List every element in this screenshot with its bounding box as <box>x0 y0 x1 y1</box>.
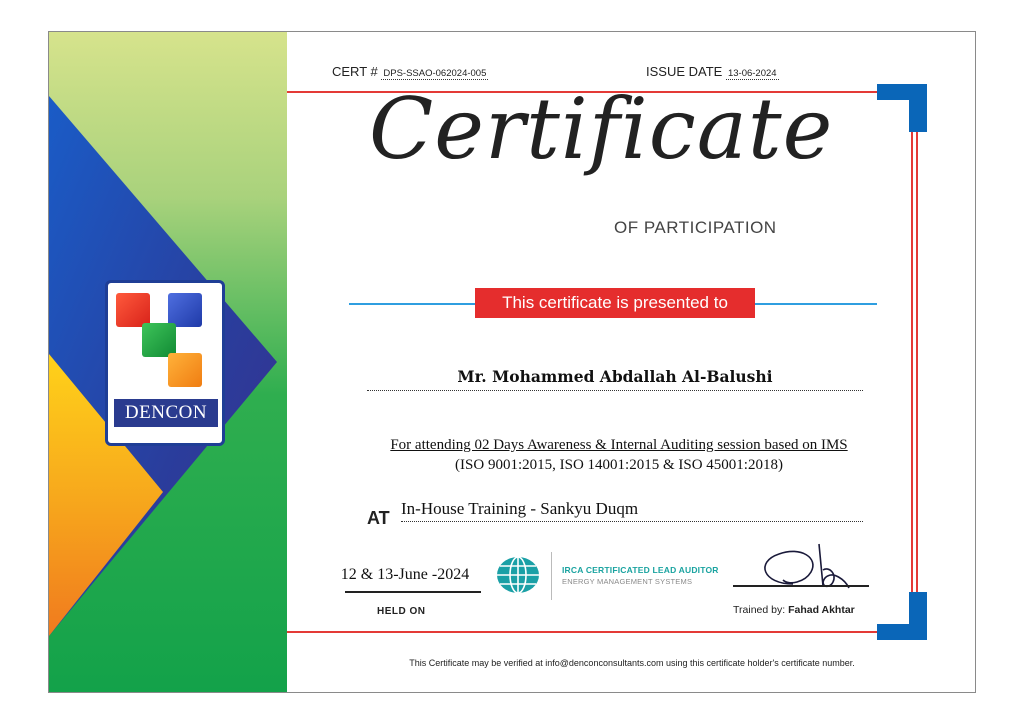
trainer-signature <box>749 540 867 596</box>
presented-rule-right <box>751 303 877 305</box>
bottom-border-line <box>287 631 883 633</box>
verification-footer: This Certificate may be verified at info@denconconsultants.com using this certificate holder's certificate number. <box>409 658 855 668</box>
logo-wordmark: DENCON <box>114 399 218 427</box>
issue-date <box>646 64 779 79</box>
irca-globe-icon <box>495 555 541 595</box>
logo-cube-red <box>116 293 150 327</box>
venue-label: AT <box>367 508 390 528</box>
certificate-number <box>332 64 488 79</box>
trained-by <box>733 604 855 616</box>
venue-value: In-House Training - Sankyu Duqm <box>401 499 863 522</box>
trainer-name: Fahad Akhtar <box>788 604 855 616</box>
certificate-frame <box>48 31 976 693</box>
cert-number-label: CERT # <box>332 64 378 79</box>
signature-rule <box>733 585 869 587</box>
irca-subtitle: ENERGY MANAGEMENT SYSTEMS <box>562 577 693 586</box>
held-date: 12 & 13-June -2024 <box>340 566 470 583</box>
logo-cube-blue <box>168 293 202 327</box>
bottom-right-bracket-vertical <box>909 592 927 640</box>
top-right-bracket-vertical <box>909 84 927 132</box>
dencon-logo <box>105 280 225 446</box>
held-on-label: HELD ON <box>377 606 426 617</box>
logo-cube-green <box>142 323 176 357</box>
presented-rule-left <box>349 303 479 305</box>
right-border-line <box>911 130 913 600</box>
course-description: For attending 02 Days Awareness & Internal Auditing session based on IMS <box>390 437 848 453</box>
right-border-line-inner <box>916 130 918 600</box>
held-date-rule <box>345 591 481 593</box>
logo-cube-orange <box>168 353 202 387</box>
certificate-subtitle: OF PARTICIPATION <box>614 218 777 237</box>
certificate-title: Certificate <box>369 80 834 178</box>
issue-date-value: 13-06-2024 <box>727 68 777 79</box>
cert-number-value: DPS-SSAO-062024-005 <box>383 68 487 79</box>
irca-title: IRCA CERTIFICATED LEAD AUDITOR <box>562 565 719 575</box>
trained-by-label: Trained by: <box>733 604 786 616</box>
issue-date-label: ISSUE DATE <box>646 64 723 79</box>
presented-to-banner: This certificate is presented to <box>475 288 755 318</box>
irca-divider <box>551 552 552 600</box>
recipient-name: Mr. Mohammed Abdallah Al-Balushi <box>367 367 863 391</box>
iso-standards: (ISO 9001:2015, ISO 14001:2015 & ISO 45001:2018) <box>455 457 783 473</box>
